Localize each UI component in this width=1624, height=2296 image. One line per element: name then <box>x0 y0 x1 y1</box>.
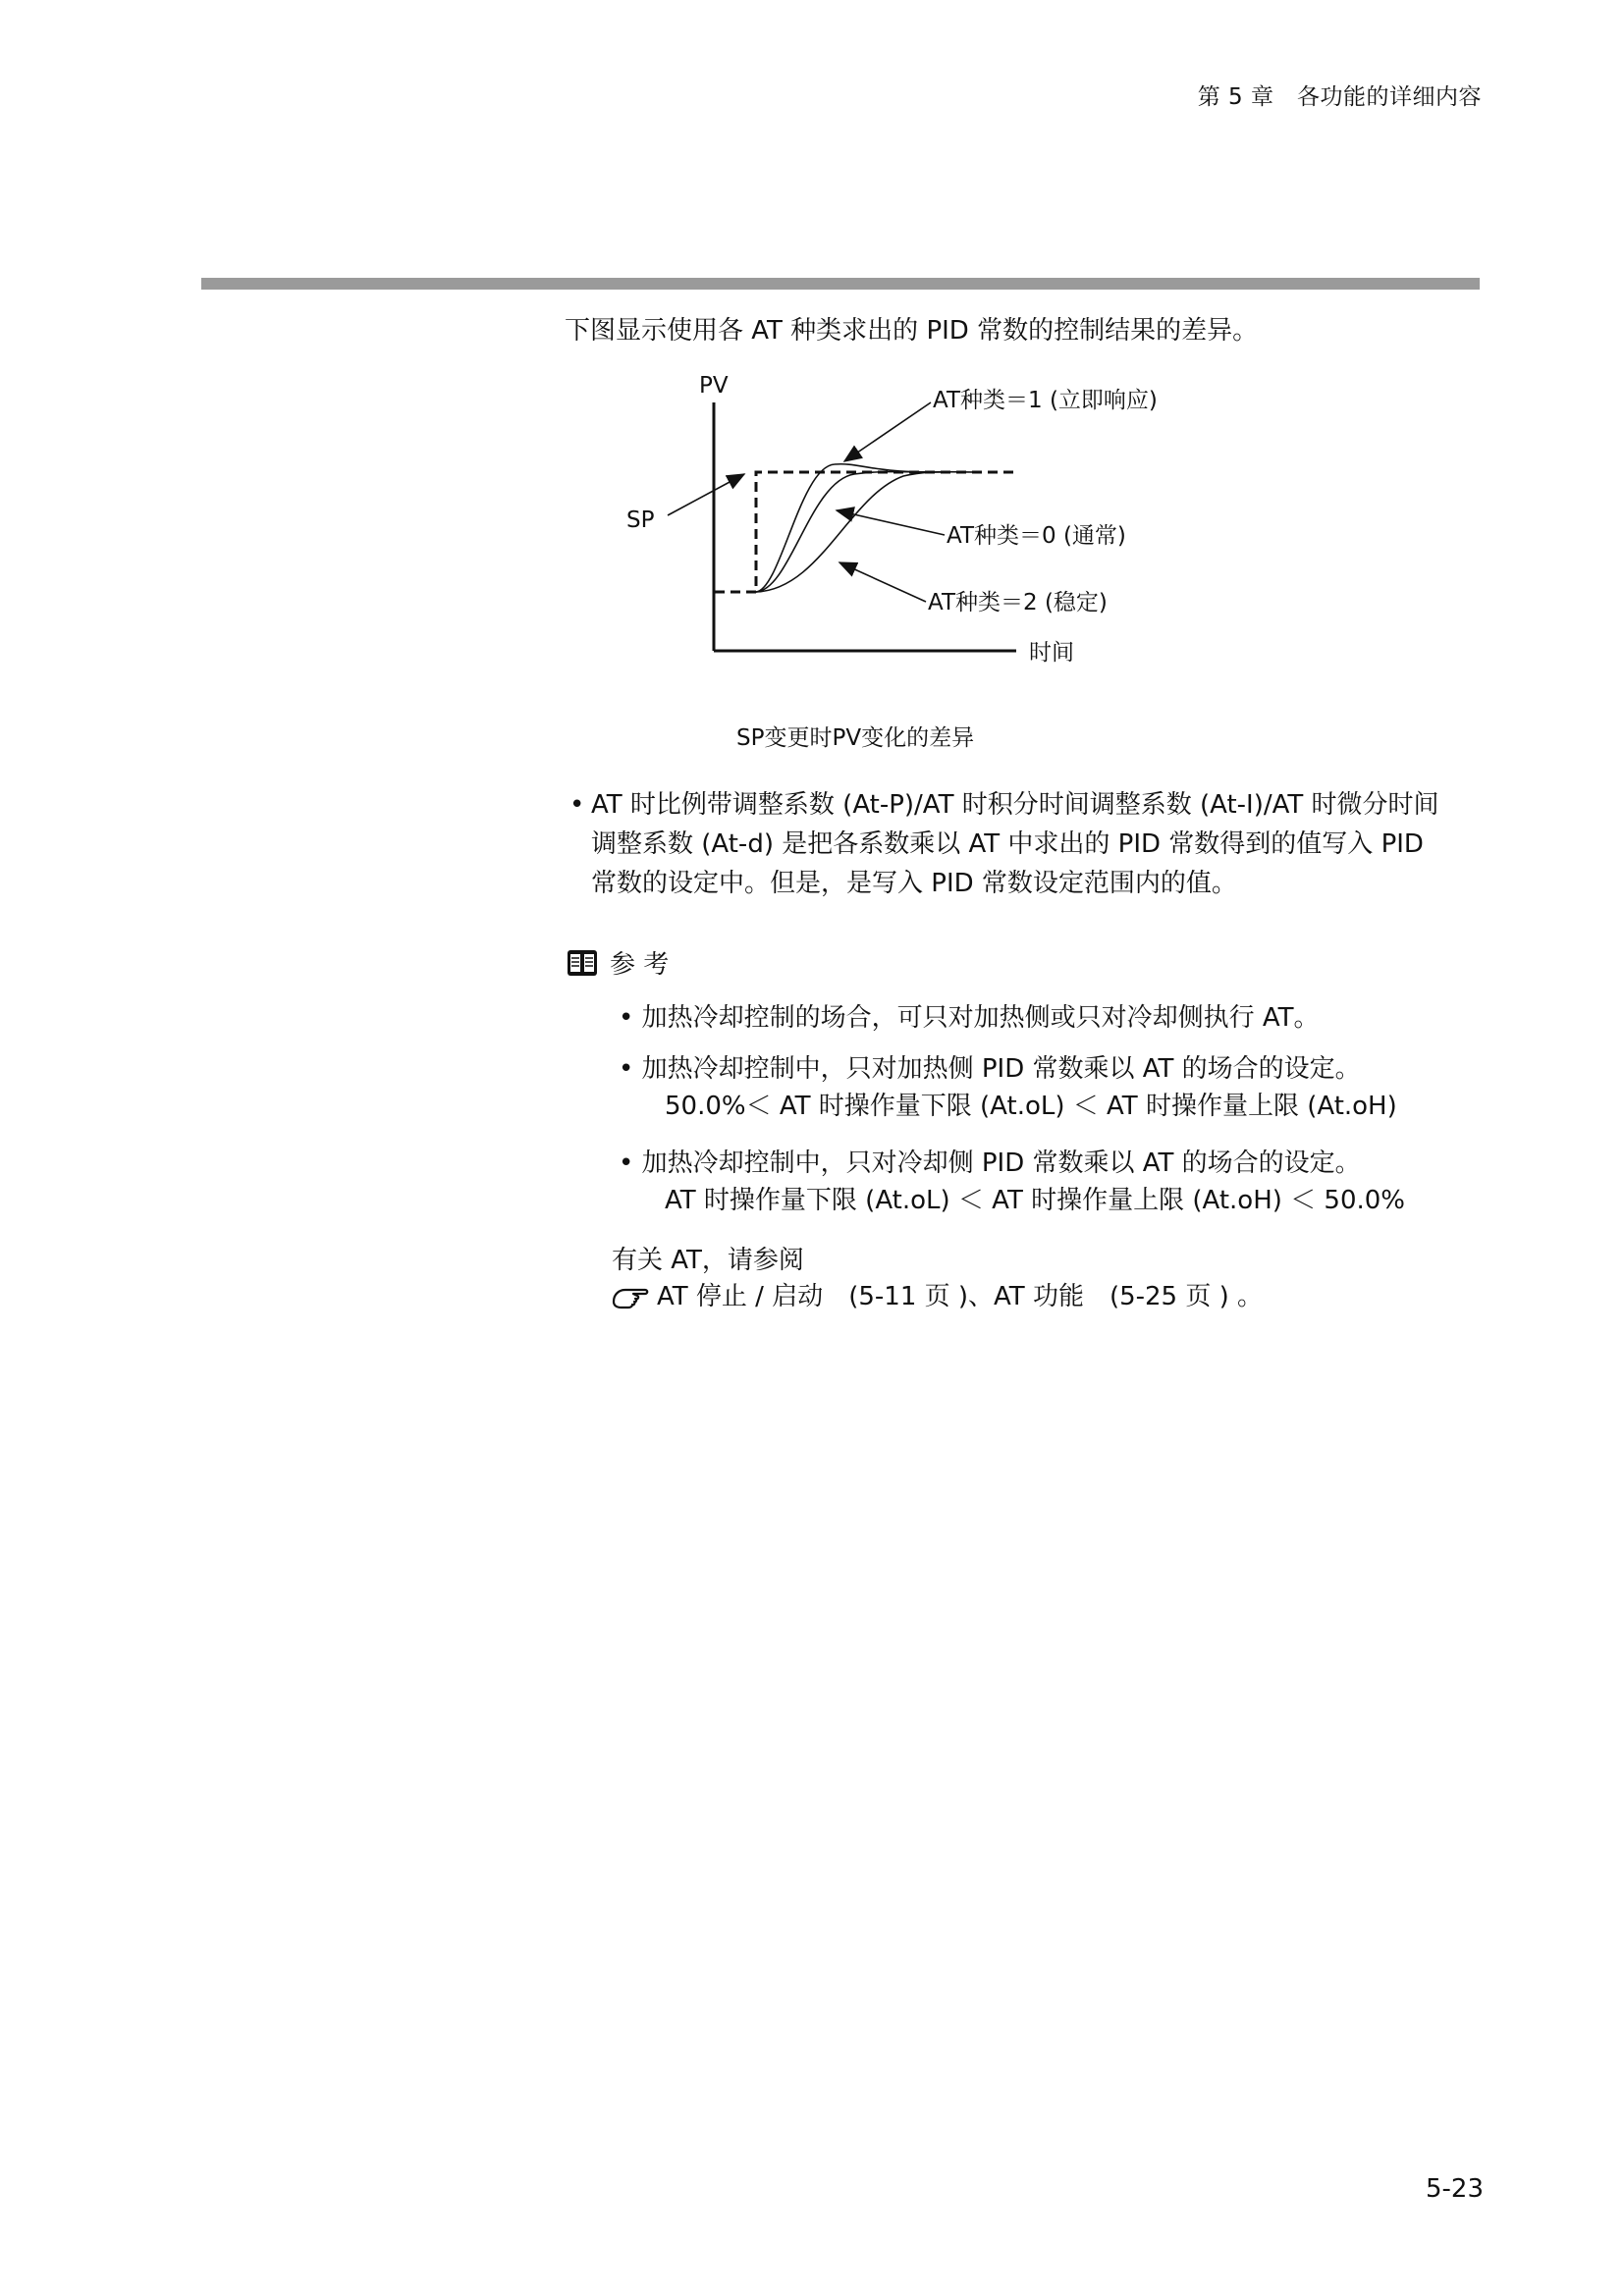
curve1-label: AT种类＝1 (立即响应) <box>933 388 1158 413</box>
curve2-label: AT种类＝2 (稳定) <box>928 590 1108 615</box>
curve0-label: AT种类＝0 (通常) <box>947 523 1126 549</box>
see-also-link-text[interactable]: AT 停止 / 启动 (5-11 页 )、AT 功能 (5-25 页 ) 。 <box>657 1282 1264 1311</box>
intro-text: 下图显示使用各 AT 种类求出的 PID 常数的控制结果的差异。 <box>565 316 1259 346</box>
sp-label: SP <box>626 507 655 533</box>
note-condition: 50.0%＜ AT 时操作量下限 (At.oL) ＜ AT 时操作量上限 (At.oH) <box>665 1092 1397 1121</box>
page-number: 5-23 <box>1425 2174 1484 2204</box>
note-text: • 加热冷却控制的场合，可只对加热侧或只对冷却侧执行 AT。 <box>619 1003 1320 1033</box>
chapter-header: 第 5 章 各功能的详细内容 <box>1197 84 1482 110</box>
curve0-arrow <box>837 510 945 535</box>
reference-note <box>619 1050 1397 1125</box>
book-icon <box>567 948 598 978</box>
sp-arrow <box>668 474 744 515</box>
note-text: • 加热冷却控制中，只对加热侧 PID 常数乘以 AT 的场合的设定。 <box>619 1054 1361 1084</box>
note-condition: AT 时操作量下限 (At.oL) ＜ AT 时操作量上限 (At.oH) ＜ 50.0% <box>665 1186 1406 1215</box>
reference-note <box>619 1145 1405 1219</box>
section-divider <box>201 278 1480 290</box>
at-coefficient-paragraph <box>569 785 1483 903</box>
curve1-arrow <box>844 402 931 461</box>
curve2-arrow <box>839 562 926 602</box>
reference-note <box>619 999 1320 1037</box>
paragraph-line: AT 时比例带调整系数 (At-P)/AT 时积分时间调整系数 (At-I)/AT 时微分时间 <box>591 790 1439 820</box>
time-axis-label: 时间 <box>1029 640 1074 666</box>
pointing-hand-icon <box>612 1280 651 1309</box>
pv-response-diagram <box>609 358 1198 682</box>
bullet-marker: • <box>569 790 585 820</box>
diagram-caption: SP变更时PV变化的差异 <box>736 725 975 751</box>
note-text: • 加热冷却控制中，只对冷却侧 PID 常数乘以 AT 的场合的设定。 <box>619 1148 1361 1178</box>
paragraph-line: 调整系数 (At-d) 是把各系数乘以 AT 中求出的 PID 常数得到的值写入 PID <box>591 829 1424 859</box>
see-also-reference[interactable] <box>612 1276 1263 1312</box>
see-also-text: 有关 AT，请参阅 <box>612 1246 804 1275</box>
paragraph-line: 常数的设定中。但是，是写入 PID 常数设定范围内的值。 <box>591 869 1237 898</box>
reference-title: 参 考 <box>610 950 670 980</box>
pv-axis-label: PV <box>699 373 729 399</box>
curve-at-type-0 <box>756 472 943 593</box>
reference-heading <box>567 944 669 981</box>
